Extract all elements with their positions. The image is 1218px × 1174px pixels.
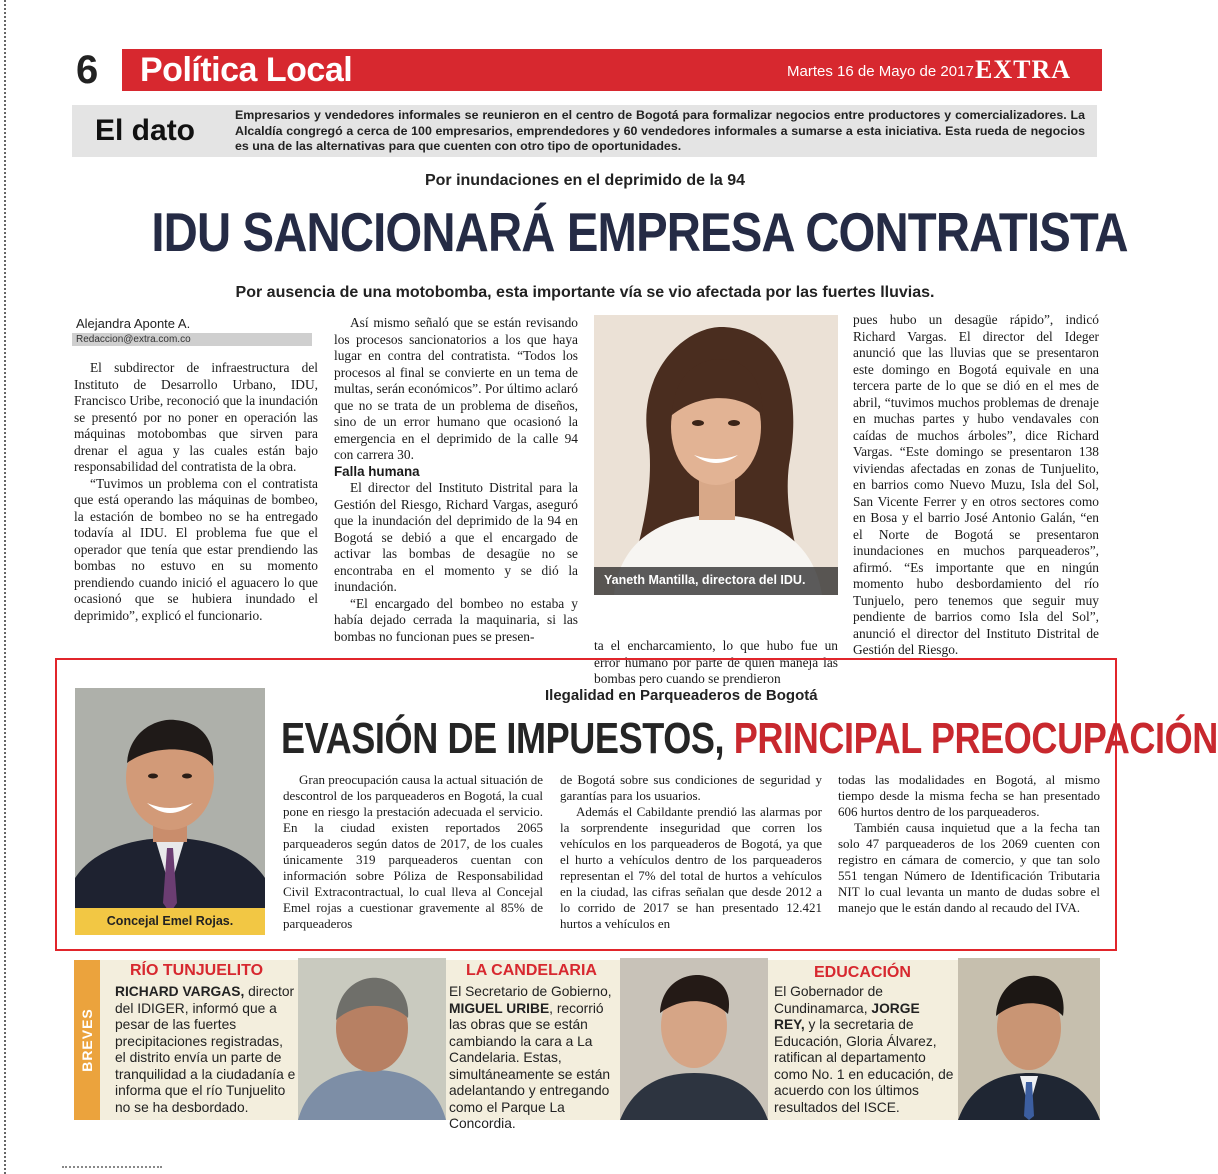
box-column-3 (838, 772, 1100, 916)
box-column-1 (283, 772, 543, 932)
breve-lead: RICHARD VARGAS, (115, 984, 245, 999)
byline: Alejandra Aponte A. (76, 316, 191, 331)
portrait-illustration (298, 958, 446, 1120)
main-kicker: Por inundaciones en el deprimido de la 94 (424, 172, 746, 189)
portrait-illustration (958, 958, 1100, 1120)
paragraph: Gran preocupación causa la actual situación de descontrol de los parqueaderos en Bogotá, la cual pone en riesgo la prestación adecuada el servicio. En la ciudad existen reportados 2065 parqueaderos según datos de 2017, de los cuales únicamente 319 parqueaderos cuentan con información sobre Póliza de Responsabilidad Civil Extracontractual, lo cual lleva al Concejal Emel rojas a cuestionar gravemente al 85% de parqueaderos (283, 772, 543, 931)
breve-pre: El Gobernador de Cundinamarca, (774, 984, 883, 1016)
dato-label: El dato (95, 114, 196, 147)
paragraph: pues hubo un desagüe rápido”, indicó Richard Vargas. El director del Ideger anunció que las lluvias que se presentaron este domingo en Bogotá equivale en una tercera parte de lo que se dió en el mes de abril, “tuvimos muchos problemas de drenaje en muchas partes y hubo vendavales con caídas de muchos árboles”, dice Richard Vargas. “Este domingo se presentaron 138 viviendas afectadas en zonas de Tunjuelito, en barrios como Nuevo Muzu, Isla del Sol, San Vicente Ferrer y en otros sectores como en Bosa y el barrio José Antonio Galán, “en el Norte de Bogotá se presentaron inundaciones en muchos parqueaderos”, afirmó. “Es importante que en ningún momento hubo desbordamiento del río Tunjuelo, pero tenemos que seguir muy pendiente de barrios como Isla del Sol”, anunció el director del Instituto Distrital de Gestión del Riesgo. (853, 312, 1099, 657)
portrait-photo-emel-rojas (75, 688, 265, 933)
breve-title-tunjuelito: RÍO TUNJUELITO (130, 962, 264, 979)
article-column-4 (853, 312, 1099, 659)
photo-caption (594, 567, 838, 595)
breve-lead: JORGE REY, (774, 1000, 920, 1032)
paragraph: Así mismo señaló que se están revisando los procesos sancionatorios a los que haya lugar en contra del contratista. “Todos los procesos al final se convierte en un tema de multas, serán económicos”. Por último aclaró que no se trata de un problema de diseños, sino de un error humano que ocasionó la emergencia en el deprimido de la calle 94 con carrera 30. (334, 315, 578, 462)
box-headline-red: PRINCIPAL PREOCUPACIÓN (733, 714, 1218, 763)
box-column-2 (560, 772, 822, 932)
photo-richard-vargas (298, 958, 446, 1120)
photo-caption-text: Yaneth Mantilla, directora del IDU. (604, 573, 806, 587)
section-subtitle: Falla humana (334, 463, 420, 479)
photo-miguel-uribe (620, 958, 768, 1120)
paragraph: Además el Cabildante prendió las alarmas por la sorprendente inseguridad que corren los vehículos en los parqueaderos de Bogotá, ya que el hurto a vehículos dentro de los parqueaderos representan el 7% del total de hurtos a vehículos en la ciudad, las cifras señalan que desde 2012 a lo corrido de 2017 se han presentado 12.421 hurtos a vehículos en (560, 804, 822, 931)
author-email: Redaccion@extra.com.co (76, 334, 191, 345)
breve-pre: El Secretario de Gobierno, (449, 984, 612, 999)
photo-caption-text: Concejal Emel Rojas. (106, 914, 234, 928)
photo-caption (75, 908, 265, 935)
article-column-2 (334, 315, 578, 645)
breve-text-tunjuelito (115, 984, 297, 1116)
section-title: Política Local (140, 51, 353, 89)
main-headline: IDU SANCIONARÁ EMPRESA CONTRATISTA (151, 201, 1128, 263)
paragraph: todas las modalidades en Bogotá, al mismo tiempo desde la misma fecha se han presentado 606 hurtos dentro de los parqueaderos. (838, 772, 1100, 819)
paragraph: “Tuvimos un problema con el contratista que está operando las máquinas de bombeo, la estación de bombeo no se ha entregado todavía al IDU. El problema fue que el operador que tenía que estar prendiendo las bombas no estuvo en su momento prendiendo cuando inició el aguacero lo que ocasionó que se hubiera inundado el deprimido”, explicó el funcionario. (74, 475, 318, 623)
page-number: 6 (76, 48, 99, 92)
breve-title-educacion: EDUCACIÓN (814, 964, 911, 981)
breve-title-candelaria: LA CANDELARIA (466, 962, 597, 979)
portrait-illustration (620, 958, 768, 1120)
box-headline (281, 709, 1218, 769)
box-headline-dark: EVASIÓN DE IMPUESTOS, (281, 714, 725, 763)
breve-lead: MIGUEL URIBE (449, 1000, 550, 1016)
breve-text-candelaria (449, 984, 619, 1133)
paragraph: El director del Instituto Distrital para la Gestión del Riesgo, Richard Vargas, aseguró que la inundación del deprimido de la 94 en Bogotá se debió a que el encargado de activar las bombas de desagüe no se encontraba en el momento y se dió la inundación. (334, 480, 578, 594)
portrait-photo-yaneth-mantilla (594, 315, 838, 595)
photo-jorge-rey (958, 958, 1100, 1120)
dato-text: Empresarios y vendedores informales se reunieron en el centro de Bogotá para formalizar negocios entre productores y comercializadores. La Alcaldía congregó a cerca de 100 empresarios, emprendedores y 60 vendedores informales a sumarse a esta iniciativa. Esta rueda de negocios es una de las alternativas para que cuenten con otro tipo de oportunidades. (235, 108, 1085, 153)
paragraph: El subdirector de infraestructura del Instituto de Desarrollo Urbano, IDU, Francisco Uribe, reconoció que la inundación se presentó por no poner en operación las máquinas motobombas que sirven para drenar el agua y las cuales están bajo responsabilidad del contratista de la obra. (74, 360, 318, 474)
paragraph: “El encargado del bombeo no estaba y había dejado cerrada la maquinaria, si las bombas no funcionan pues se presen- (334, 595, 578, 644)
issue-date: Martes 16 de Mayo de 2017 (787, 63, 974, 80)
paragraph: También causa inquietud que a la fecha tan solo 47 parqueaderos de los 2069 cuenten con registro en cámara de comercio, y que tan solo 551 tengan Número de Identificación Tributaria NIT lo cual levanta un manto de dudas sobre el manejo que le están dando al recaudo del IVA. (838, 820, 1100, 915)
breve-text-educacion (774, 984, 954, 1116)
article-column-1 (74, 360, 318, 624)
paragraph: de Bogotá sobre sus condiciones de seguridad y garantías para los usuarios. (560, 772, 822, 803)
box-kicker: Ilegalidad en Parqueaderos de Bogotá (545, 687, 818, 704)
portrait-illustration (594, 315, 838, 595)
breve-body: y la secretaria de Educación, Gloria Álvarez, ratifican al departamento como No. 1 en educación, de acuerdo con los últimos resultados del ISCE. (774, 1017, 954, 1115)
breves-label: BREVES (79, 1008, 95, 1072)
brand-logo: EXTRA (975, 55, 1072, 84)
breve-body: director del IDIGER, informó que a pesar de las fuertes precipitaciones registradas, el distrito envía un parte de tranquilidad a la ciudadanía e informa que el río Tunjuelito no se ha desbordado. (115, 984, 296, 1115)
bottom-edge (62, 1166, 162, 1168)
portrait-illustration (75, 688, 265, 933)
main-subhead: Por ausencia de una motobomba, esta importante vía se vio afectada por las fuertes lluvias. (235, 284, 935, 301)
breve-body: , recorrió las obras que se están cambiando la cara a La Candelaria. Estas, simultáneamente se están adelantando y entregando como el Parque La Concordia. (449, 1000, 611, 1131)
paragraph: ta el encharcamiento, lo que hubo fue un error humano por parte de quien maneja las bombas pero cuando se prendieron (594, 638, 838, 686)
